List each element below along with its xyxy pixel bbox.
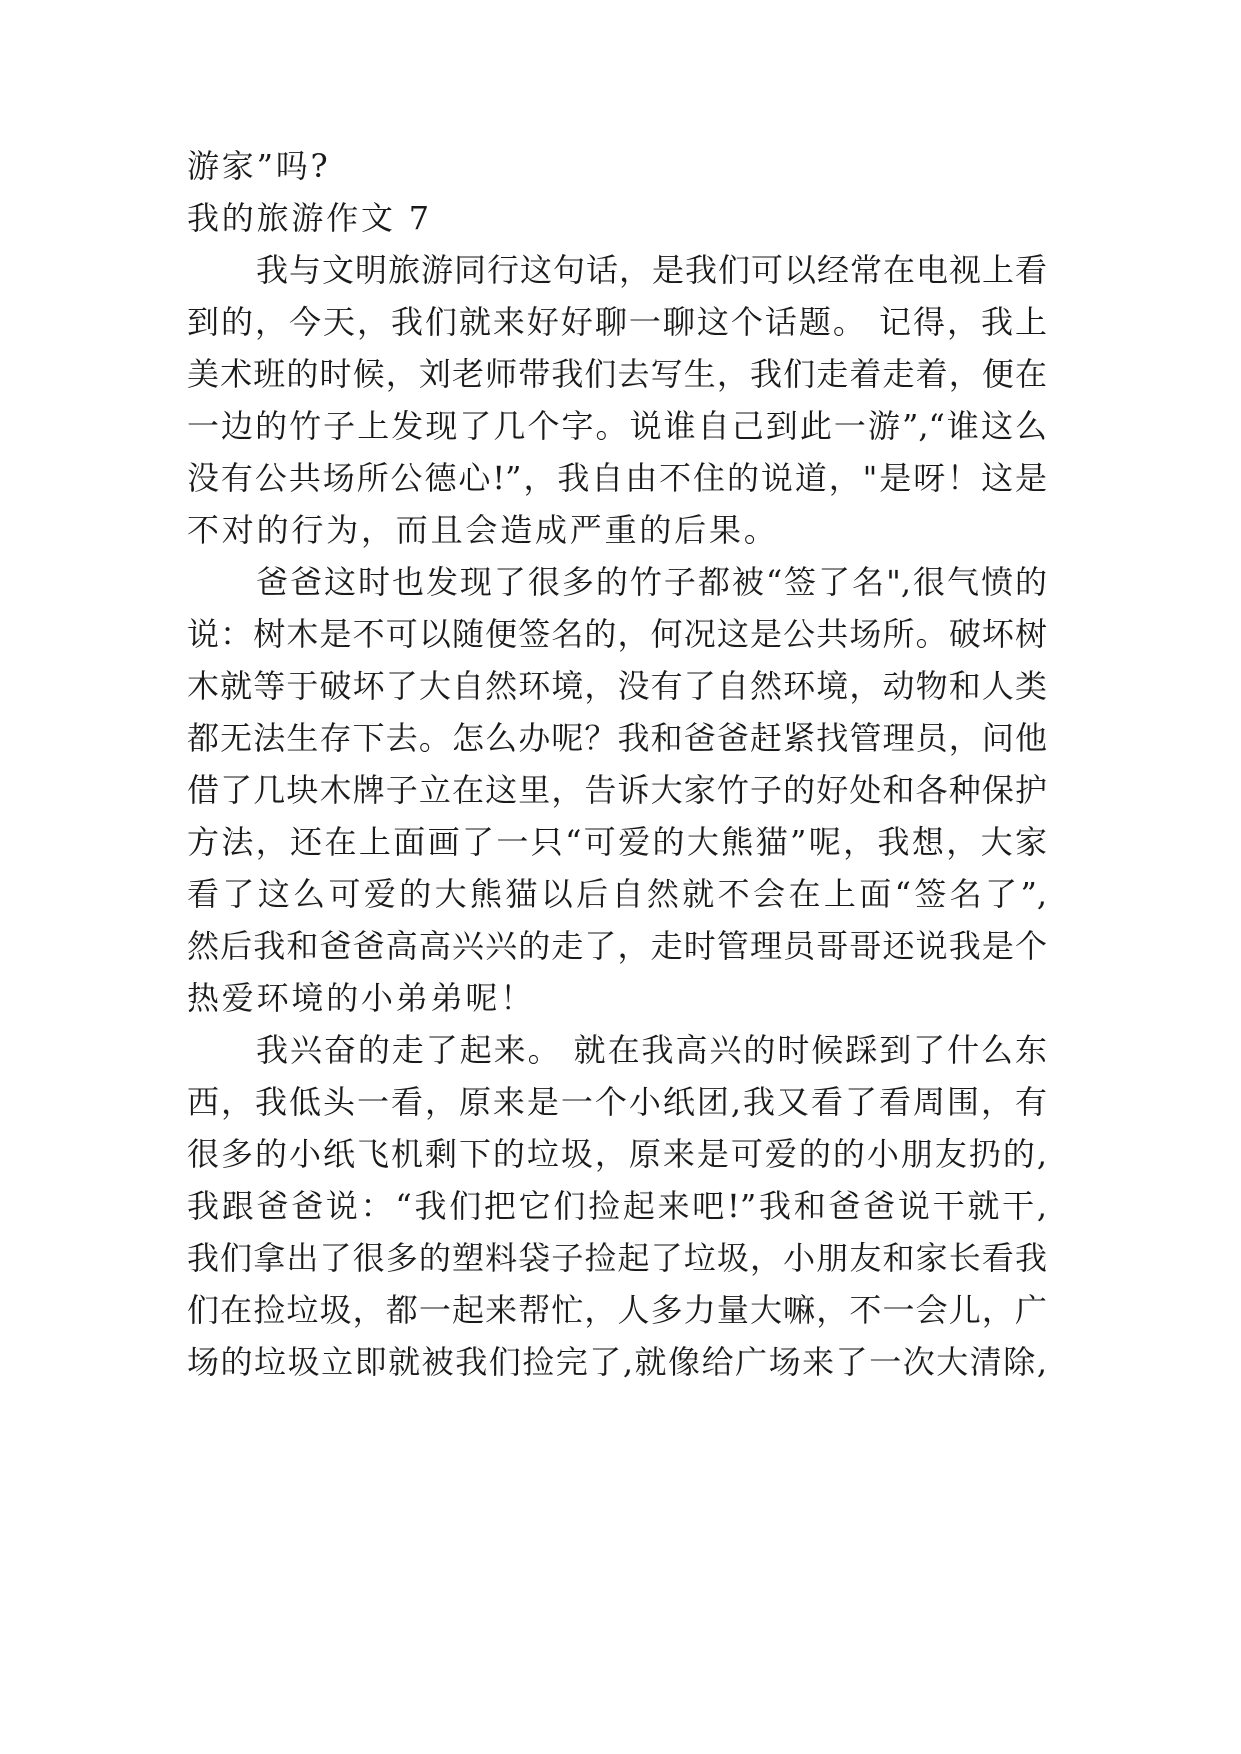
paragraph-2-line: 热爱环境的小弟弟呢！ — [187, 979, 536, 1017]
paragraph-3-line: 们在捡垃圾，都一起来帮忙，人多力量大嘛，不一会儿，广 — [187, 1291, 1047, 1329]
paragraph-2-line: 木就等于破坏了大自然环境，没有了自然环境，动物和人类 — [187, 667, 1047, 705]
paragraph-3-line: 场的垃圾立即就被我们捡完了,就像给广场来了一次大清除, — [187, 1343, 1047, 1381]
paragraph-3-line: 西，我低头一看，原来是一个小纸团,我又看了看周围，有 — [187, 1083, 1047, 1121]
paragraph-3-line: 我跟爸爸说：“我们把它们捡起来吧!”我和爸爸说干就干, — [187, 1187, 1047, 1225]
paragraph-2-line: 都无法生存下去。怎么办呢？我和爸爸赶紧找管理员，问他 — [187, 719, 1047, 757]
paragraph-2-line: 说：树木是不可以随便签名的，何况这是公共场所。破坏树 — [187, 615, 1047, 653]
paragraph-2-line: 方法，还在上面画了一只“可爱的大熊猫”呢，我想，大家 — [187, 823, 1047, 861]
section-heading: 我的旅游作文 7 — [187, 199, 432, 237]
paragraph-2-line: 借了几块木牌子立在这里，告诉大家竹子的好处和各种保护 — [187, 771, 1047, 809]
paragraph-2-line: 爸爸这时也发现了很多的竹子都被“签了名",很气愤的 — [256, 563, 1047, 601]
paragraph-1-line: 不对的行为，而且会造成严重的后果。 — [187, 511, 779, 549]
paragraph-1-line: 我与文明旅游同行这句话，是我们可以经常在电视上看 — [256, 251, 1047, 289]
paragraph-3-line: 我们拿出了很多的塑料袋子捡起了垃圾，小朋友和家长看我 — [187, 1239, 1047, 1277]
paragraph-2-line: 看了这么可爱的大熊猫以后自然就不会在上面“签名了”, — [187, 875, 1047, 913]
paragraph-1-line: 美术班的时候，刘老师带我们去写生，我们走着走着，便在 — [187, 355, 1047, 393]
paragraph-1-line: 没有公共场所公德心!”，我自由不住的说道，"是呀！这是 — [187, 459, 1047, 497]
paragraph-1-line: 到的，今天，我们就来好好聊一聊这个话题。 记得，我上 — [187, 303, 1047, 341]
paragraph-3-line: 很多的小纸飞机剩下的垃圾，原来是可爱的的小朋友扔的, — [187, 1135, 1047, 1173]
paragraph-2-line: 然后我和爸爸高高兴兴的走了，走时管理员哥哥还说我是个 — [187, 927, 1047, 965]
paragraph-3-line: 我兴奋的走了起来。 就在我高兴的时候踩到了什么东 — [256, 1031, 1047, 1069]
text-line: 游家”吗? — [187, 147, 331, 185]
paragraph-1-line: 一边的竹子上发现了几个字。说谁自己到此一游”,“谁这么 — [187, 407, 1047, 445]
